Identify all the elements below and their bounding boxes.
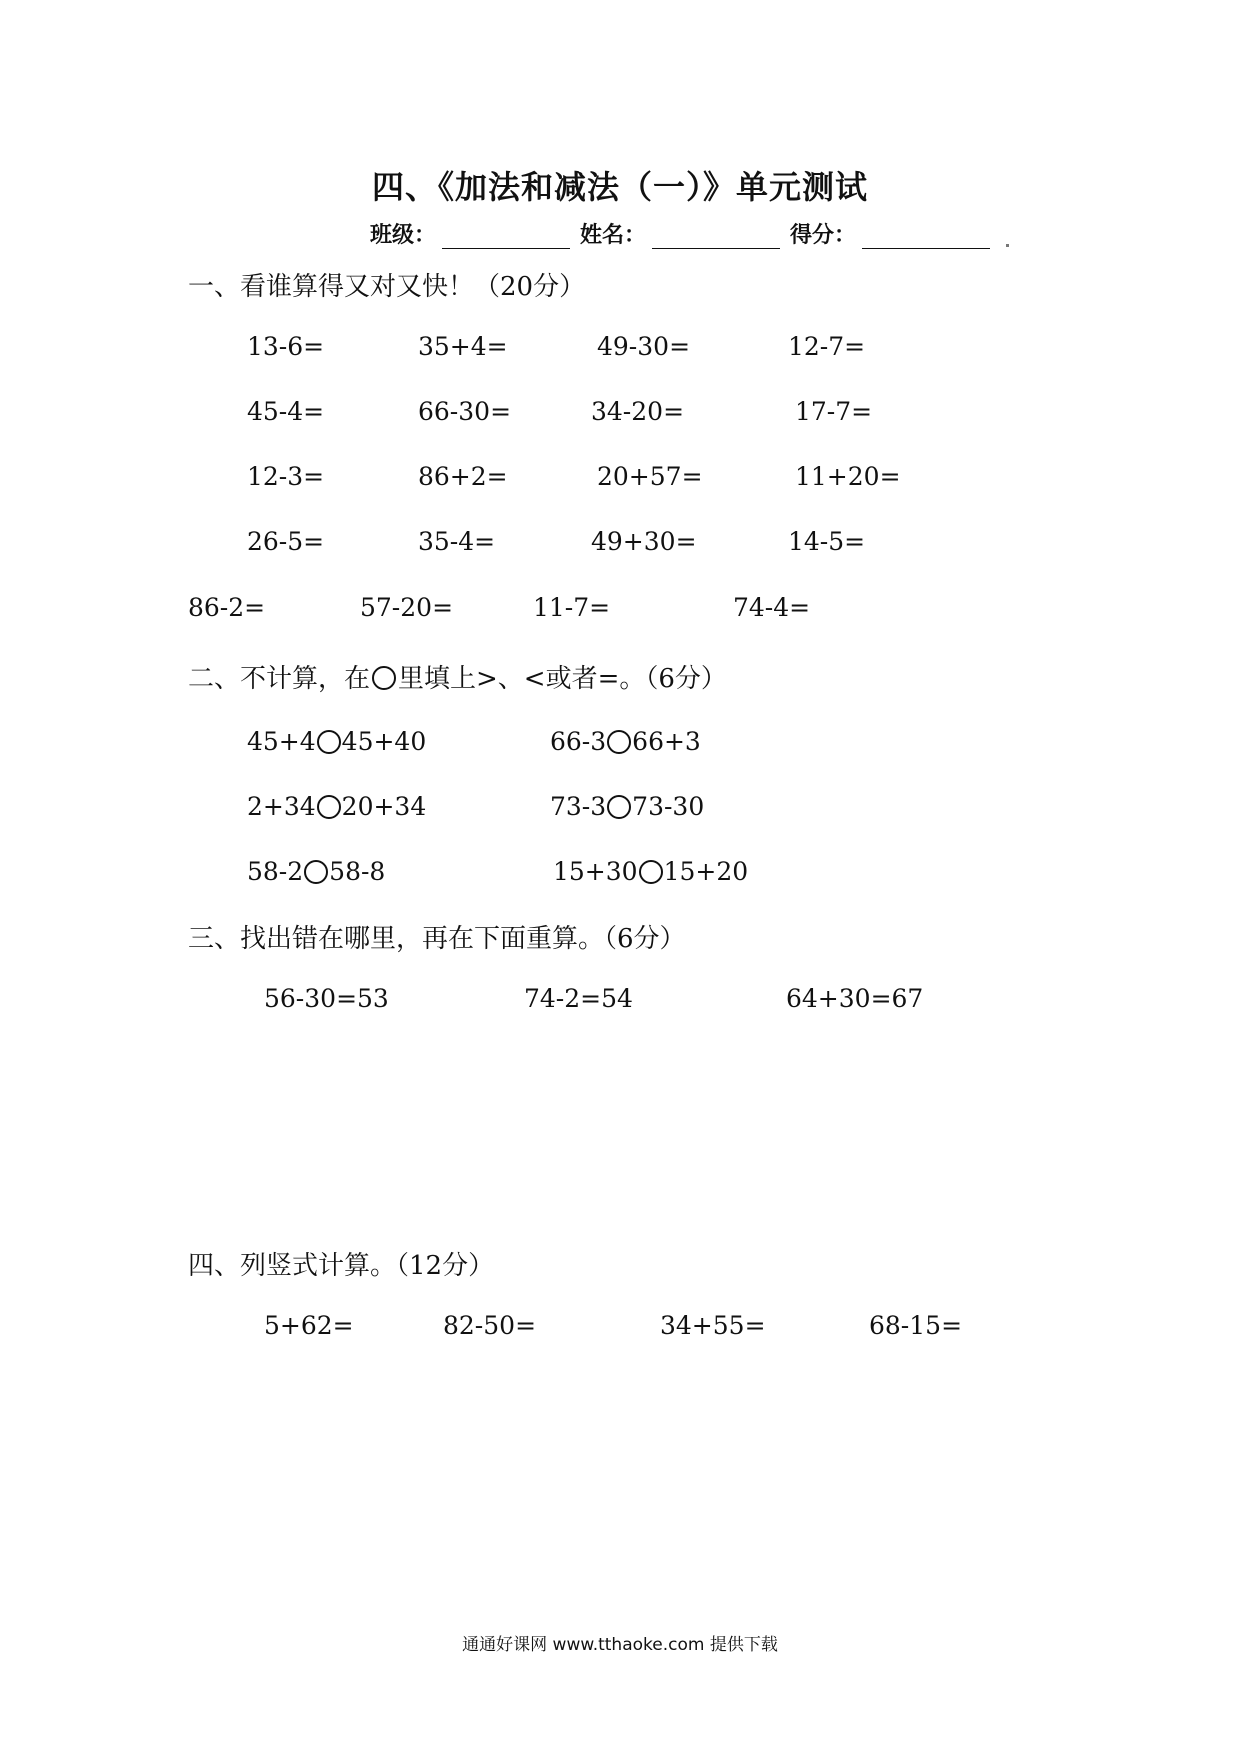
compare-right: 45+40 — [341, 727, 427, 756]
section2-heading-end: 里填上>、<或者=。（6分） — [398, 664, 727, 694]
compare-right: 58-8 — [329, 857, 386, 886]
section1-problem: 35-4= — [418, 527, 496, 556]
section1-problem: 12-3= — [247, 462, 325, 491]
section1-problem: 49+30= — [591, 527, 697, 556]
vertical-problem: 34+55= — [660, 1311, 766, 1340]
section1-heading: 一、看谁算得又对又快！（20分） — [188, 272, 586, 302]
error-equation: 64+30=67 — [786, 984, 924, 1013]
compare-right: 73-30 — [632, 792, 705, 821]
dot-mark — [1006, 244, 1009, 247]
section1-problem: 26-5= — [247, 527, 325, 556]
section2-heading — [188, 658, 727, 695]
answer-circle[interactable] — [304, 860, 328, 884]
section2-heading-start: 二、不计算，在 — [188, 664, 371, 694]
section1-problem: 12-7= — [788, 332, 866, 361]
compare-item — [553, 857, 748, 886]
section1-problem: 20+57= — [597, 462, 703, 491]
error-equation: 74-2=54 — [524, 984, 633, 1013]
section1-problem: 74-4= — [733, 593, 811, 622]
score-blank — [862, 224, 990, 249]
section1-problem: 86-2= — [188, 593, 266, 622]
section3-heading: 三、找出错在哪里，再在下面重算。（6分） — [188, 924, 686, 954]
section1-problem: 11-7= — [533, 593, 611, 622]
section1-problem: 35+4= — [418, 332, 508, 361]
compare-right: 66+3 — [632, 727, 701, 756]
compare-item — [550, 792, 704, 821]
vertical-problem: 5+62= — [264, 1311, 354, 1340]
compare-left: 45+4 — [247, 727, 316, 756]
compare-left: 58-2 — [247, 857, 304, 886]
section1-problem: 13-6= — [247, 332, 325, 361]
compare-left: 2+34 — [247, 792, 316, 821]
section1-problem: 49-30= — [597, 332, 691, 361]
compare-left: 73-3 — [550, 792, 607, 821]
section1-problem: 45-4= — [247, 397, 325, 426]
vertical-problem: 68-15= — [869, 1311, 963, 1340]
error-equation: 56-30=53 — [264, 984, 389, 1013]
section1-problem: 57-20= — [360, 593, 454, 622]
section1-problem: 14-5= — [788, 527, 866, 556]
footer-credit: 通通好课网 www.tthaoke.com 提供下载 — [462, 1635, 778, 1655]
compare-left: 66-3 — [550, 727, 607, 756]
answer-circle[interactable] — [317, 795, 341, 819]
section1-problem: 66-30= — [418, 397, 512, 426]
compare-item — [247, 727, 426, 756]
compare-item — [247, 792, 426, 821]
answer-circle[interactable] — [317, 730, 341, 754]
section1-problem: 34-20= — [591, 397, 685, 426]
section1-problem: 17-7= — [795, 397, 873, 426]
section1-problem: 86+2= — [418, 462, 508, 491]
compare-left: 15+30 — [553, 857, 638, 886]
answer-circle[interactable] — [607, 730, 631, 754]
compare-right: 20+34 — [341, 792, 427, 821]
answer-circle[interactable] — [607, 795, 631, 819]
name-blank — [652, 224, 780, 249]
page-title: 四、《加法和减法（一）》单元测试 — [371, 168, 868, 206]
section1-problem: 11+20= — [795, 462, 901, 491]
score-label: 得分： — [790, 223, 857, 248]
student-info-row — [370, 218, 1009, 249]
name-label: 姓名： — [580, 223, 647, 248]
answer-circle[interactable] — [639, 860, 663, 884]
vertical-problem: 82-50= — [443, 1311, 537, 1340]
compare-right: 15+20 — [663, 857, 749, 886]
compare-item — [550, 727, 701, 756]
class-blank — [442, 224, 570, 249]
class-label: 班级： — [370, 223, 437, 248]
section4-heading: 四、列竖式计算。（12分） — [188, 1251, 495, 1281]
circle-icon — [372, 666, 396, 690]
compare-item — [247, 857, 385, 886]
